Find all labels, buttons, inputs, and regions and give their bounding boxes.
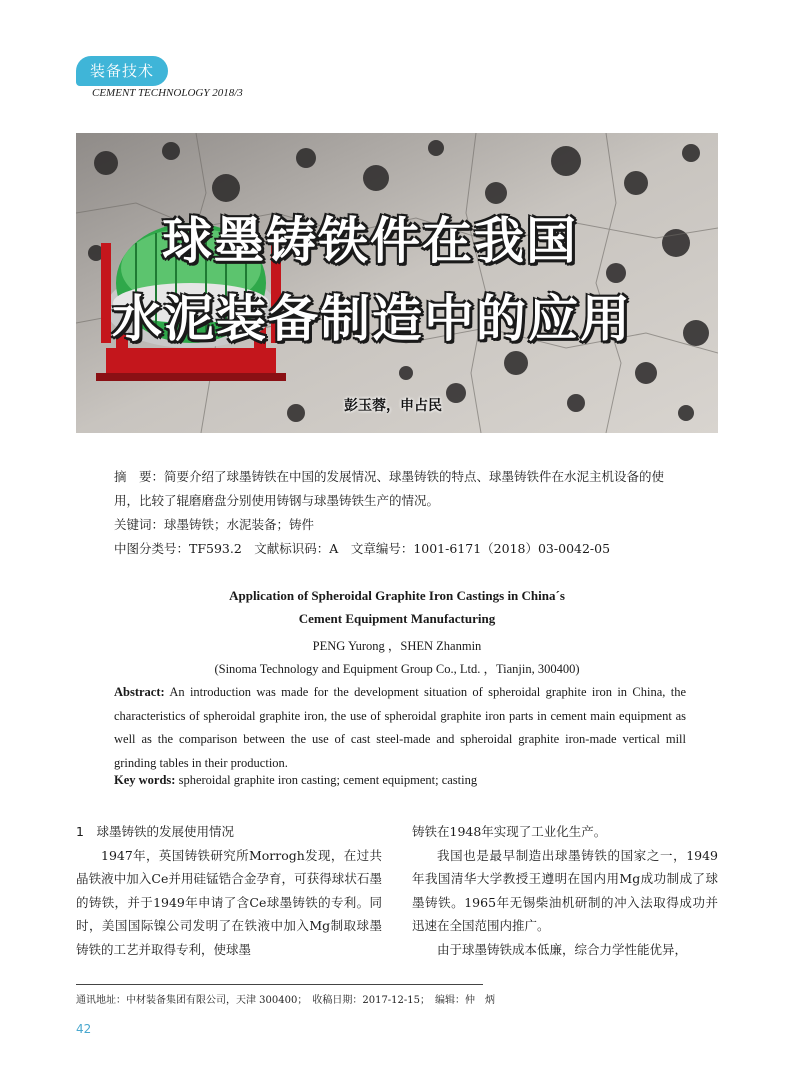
banner-image <box>76 133 718 433</box>
chinese-abstract <box>114 465 686 513</box>
english-title-line-1: Application of Spheroidal Graphite Iron Castings in China´s <box>229 588 565 603</box>
english-authors: PENG Yurong ，SHEN Zhanmin <box>312 639 482 653</box>
chinese-abstract-label: 摘 要： <box>114 469 165 484</box>
article-title-line-2: 水泥装备制造中的应用 <box>112 290 632 348</box>
footnote: 通讯地址：中材装备集团有限公司，天津 300400； 收稿日期：2017-12-15； 编辑：仲 炳 <box>76 995 496 1006</box>
body-paragraph: 我国也是最早制造出球墨铸铁的国家之一，1949年我国清华大学教授王遵明在国内用Mg成功制成了球墨铸铁。1965年无锡柴油机研制的冲入法取得成功并迅速在全国范围内推广。 <box>412 847 718 934</box>
section-heading: 1 球墨铸铁的发展使用情况 <box>76 824 234 839</box>
english-abstract <box>114 681 686 775</box>
article-title-line-1: 球墨铸铁件在我国 <box>162 212 578 270</box>
english-keywords-text: spheroidal graphite iron casting; cement equipment; casting <box>175 773 478 787</box>
body-column-left <box>76 820 382 962</box>
english-affiliation: (Sinoma Technology and Equipment Group Co., Ltd. ，Tianjin, 300400) <box>214 662 580 676</box>
chinese-keywords: 关键词：球墨铸铁；水泥装备；铸件 <box>114 517 315 532</box>
english-keywords <box>114 773 686 788</box>
english-title-line-2: Cement Equipment Manufacturing <box>298 611 496 626</box>
english-abstract-text: An introduction was made for the development situation of spheroidal graphite iron in China, the characteristics of spheroidal graphite iron, the use of spheroidal graphite iron parts in cement main equipment as well as the comparison between the use of cast steel-made and spheroidal graphite iron-made vertical mill grinding tables in their production. <box>114 685 686 770</box>
classification-line: 中图分类号：TF593.2 文献标识码：A 文章编号：1001-6171（2018）03-0042-05 <box>114 541 611 556</box>
body-paragraph: 1947年，英国铸铁研究所Morrogh发现，在过共晶铁液中加入Ce并用硅锰锆合金孕育，可获得球状石墨的铸铁，并于1949年申请了含Ce球墨铸铁的专利。同时，美国国际镍公司发明了在铁液中加入Mg制取球墨铸铁的工艺并取得专利，使球墨 <box>76 847 382 957</box>
section-tag: 装备技术 <box>76 56 168 86</box>
english-keywords-label: Key words: <box>114 773 176 787</box>
body-paragraph: 铸铁在1948年实现了工业化生产。 <box>412 824 607 839</box>
banner-authors: 彭玉蓉，申占民 <box>344 398 442 414</box>
body-column-right <box>412 820 718 962</box>
footnote-divider <box>76 984 483 985</box>
body-paragraph: 由于球墨铸铁成本低廉，综合力学性能优异， <box>437 941 688 957</box>
page-number: 42 <box>76 1022 92 1036</box>
chinese-abstract-text: 简要介绍了球墨铸铁在中国的发展情况、球墨铸铁的特点、球墨铸铁件在水泥主机设备的使用，比较了辊磨磨盘分别使用铸钢与球墨铸铁生产的情况。 <box>114 469 665 508</box>
journal-line: CEMENT TECHNOLOGY 2018/3 <box>92 87 243 99</box>
english-abstract-label: Abstract: <box>114 685 165 699</box>
